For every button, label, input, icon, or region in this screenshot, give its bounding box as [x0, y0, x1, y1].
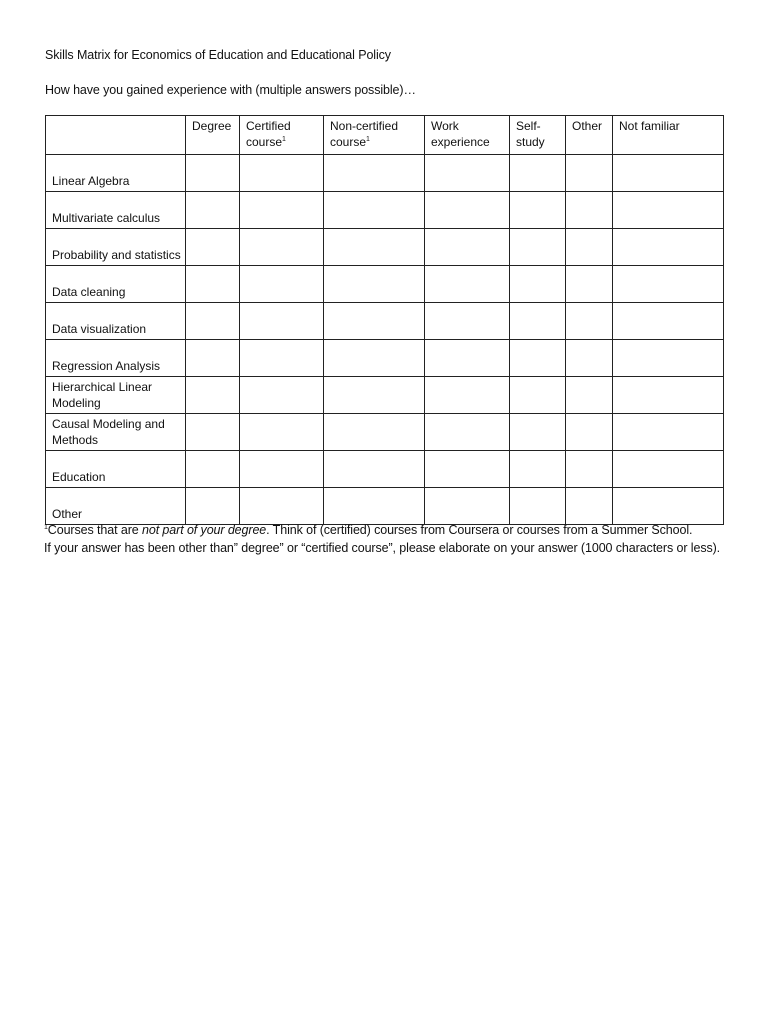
response-cell[interactable] — [240, 488, 324, 525]
skill-row-label: Multivariate calculus — [46, 192, 186, 229]
response-cell[interactable] — [510, 340, 566, 377]
response-cell[interactable] — [324, 340, 425, 377]
response-cell[interactable] — [425, 488, 510, 525]
response-cell[interactable] — [566, 340, 613, 377]
column-header-label: Not familiar — [619, 119, 680, 133]
response-cell[interactable] — [613, 303, 724, 340]
response-cell[interactable] — [240, 266, 324, 303]
column-header-label: Work experience — [431, 119, 490, 149]
response-cell[interactable] — [566, 266, 613, 303]
response-cell[interactable] — [240, 229, 324, 266]
skill-row-label: Data visualization — [46, 303, 186, 340]
response-cell[interactable] — [324, 377, 425, 414]
skill-row-label: Data cleaning — [46, 266, 186, 303]
response-cell[interactable] — [324, 414, 425, 451]
header-corner-cell — [46, 116, 186, 155]
response-cell[interactable] — [186, 451, 240, 488]
column-header-self-study — [510, 116, 566, 155]
skill-row — [46, 451, 724, 488]
column-header-work-experience — [425, 116, 510, 155]
response-cell[interactable] — [324, 192, 425, 229]
response-cell[interactable] — [566, 229, 613, 266]
footnote-marker: 1 — [44, 523, 48, 531]
skill-row — [46, 266, 724, 303]
column-header-label: Non-certified course — [330, 119, 399, 149]
footnote-text-end: . Think of (certified) courses from Coursera or courses from a Summer School. — [266, 523, 693, 537]
footnote-emphasis: not part of your degree — [141, 523, 267, 537]
response-cell[interactable] — [240, 377, 324, 414]
column-header-label: Other — [572, 119, 603, 133]
footnote-line-1 — [44, 522, 734, 540]
response-cell[interactable] — [186, 229, 240, 266]
response-cell[interactable] — [186, 192, 240, 229]
response-cell[interactable] — [186, 488, 240, 525]
response-cell[interactable] — [240, 451, 324, 488]
response-cell[interactable] — [510, 414, 566, 451]
response-cell[interactable] — [324, 229, 425, 266]
response-cell[interactable] — [240, 192, 324, 229]
skills-matrix-table — [45, 115, 724, 525]
response-cell[interactable] — [613, 229, 724, 266]
response-cell[interactable] — [186, 377, 240, 414]
response-cell[interactable] — [240, 340, 324, 377]
response-cell[interactable] — [425, 155, 510, 192]
response-cell[interactable] — [324, 451, 425, 488]
column-header-not-familiar — [613, 116, 724, 155]
response-cell[interactable] — [324, 155, 425, 192]
skill-row-label: Education — [46, 451, 186, 488]
response-cell[interactable] — [566, 488, 613, 525]
response-cell[interactable] — [240, 414, 324, 451]
response-cell[interactable] — [613, 451, 724, 488]
column-header-degree — [186, 116, 240, 155]
response-cell[interactable] — [186, 155, 240, 192]
column-header-label: Degree — [192, 119, 232, 133]
response-cell[interactable] — [186, 303, 240, 340]
response-cell[interactable] — [425, 340, 510, 377]
skill-row — [46, 303, 724, 340]
header-row — [46, 116, 724, 155]
response-cell[interactable] — [566, 192, 613, 229]
response-cell[interactable] — [566, 414, 613, 451]
footnote-line-2: If your answer has been other than” degree” or “certified course”, please elaborate on your answer (1000 characters or less). — [44, 540, 721, 555]
footnote-marker: 1 — [282, 136, 286, 143]
column-header-other — [566, 116, 613, 155]
response-cell[interactable] — [613, 414, 724, 451]
response-cell[interactable] — [425, 192, 510, 229]
footnote-text-start: Courses that are — [47, 523, 142, 537]
response-cell[interactable] — [566, 303, 613, 340]
response-cell[interactable] — [425, 451, 510, 488]
column-header-label: Self-study — [516, 119, 545, 149]
response-cell[interactable] — [186, 414, 240, 451]
response-cell[interactable] — [613, 192, 724, 229]
response-cell[interactable] — [510, 266, 566, 303]
skill-row — [46, 155, 724, 192]
response-cell[interactable] — [613, 266, 724, 303]
response-cell[interactable] — [613, 340, 724, 377]
footnote-marker: 1 — [366, 136, 370, 143]
response-cell[interactable] — [425, 414, 510, 451]
survey-question: How have you gained experience with (multiple answers possible)… — [45, 83, 416, 97]
response-cell[interactable] — [425, 229, 510, 266]
skill-row-label: Linear Algebra — [46, 155, 186, 192]
response-cell[interactable] — [240, 303, 324, 340]
skill-row — [46, 340, 724, 377]
response-cell[interactable] — [240, 155, 324, 192]
skill-row-label: Probability and statistics — [46, 229, 186, 266]
skill-row — [46, 229, 724, 266]
response-cell[interactable] — [510, 155, 566, 192]
skill-row-label: Causal Modeling and Methods — [46, 414, 186, 451]
response-cell[interactable] — [425, 303, 510, 340]
response-cell[interactable] — [324, 303, 425, 340]
response-cell[interactable] — [566, 377, 613, 414]
skill-row — [46, 414, 724, 451]
skill-row — [46, 488, 724, 525]
column-header-certified-course — [240, 116, 324, 155]
response-cell[interactable] — [510, 192, 566, 229]
response-cell[interactable] — [613, 377, 724, 414]
response-cell[interactable] — [425, 377, 510, 414]
response-cell[interactable] — [566, 451, 613, 488]
response-cell[interactable] — [425, 266, 510, 303]
response-cell[interactable] — [613, 155, 724, 192]
response-cell[interactable] — [566, 155, 613, 192]
skill-row-label: Hierarchical Linear Modeling — [46, 377, 186, 414]
matrix-body — [46, 155, 724, 525]
column-header-non-certified-course — [324, 116, 425, 155]
skill-row — [46, 192, 724, 229]
footnote — [44, 522, 734, 557]
skill-row-label: Other — [46, 488, 186, 525]
response-cell[interactable] — [510, 488, 566, 525]
response-cell[interactable] — [186, 340, 240, 377]
response-cell[interactable] — [186, 266, 240, 303]
response-cell[interactable] — [613, 488, 724, 525]
skill-row — [46, 377, 724, 414]
response-cell[interactable] — [510, 451, 566, 488]
response-cell[interactable] — [510, 303, 566, 340]
column-header-label: Certified course — [246, 119, 291, 149]
response-cell[interactable] — [510, 229, 566, 266]
response-cell[interactable] — [324, 266, 425, 303]
document-title: Skills Matrix for Economics of Education and Educational Policy — [45, 48, 391, 62]
skill-row-label: Regression Analysis — [46, 340, 186, 377]
response-cell[interactable] — [324, 488, 425, 525]
response-cell[interactable] — [510, 377, 566, 414]
